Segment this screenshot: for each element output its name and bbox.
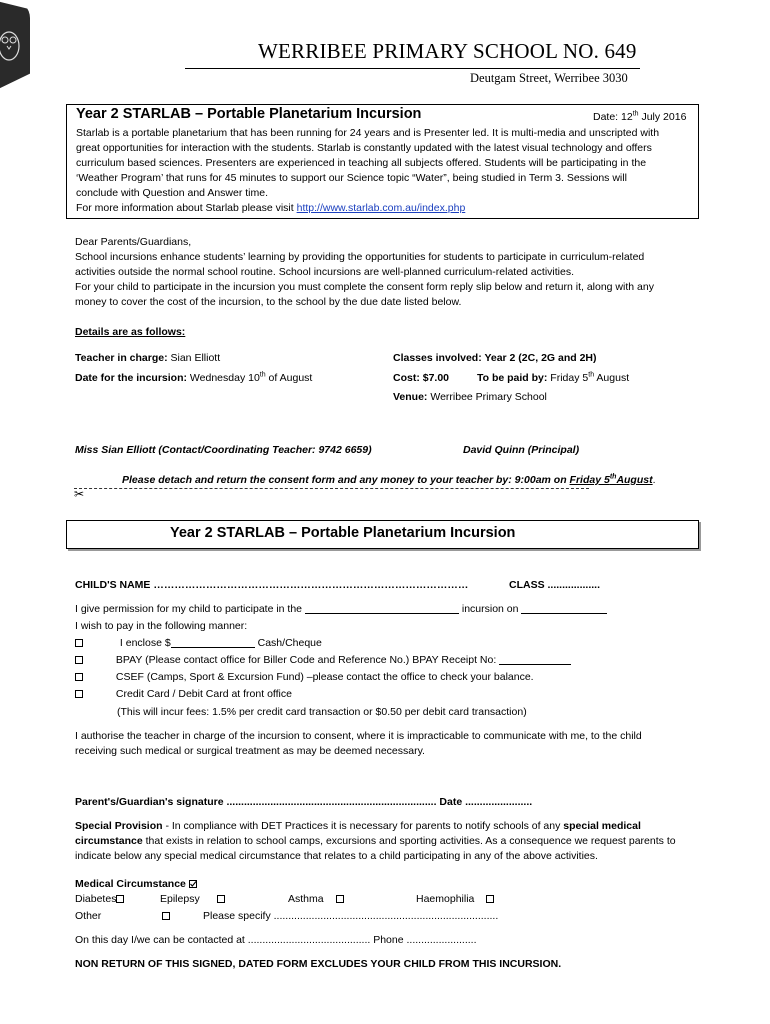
details-heading: Details are as follows: bbox=[75, 326, 186, 338]
info-line: conclude with Question and Answer time. bbox=[76, 187, 269, 199]
letter-line: money to cover the cost of the incursion, to the school by the due date listed below. bbox=[75, 296, 462, 308]
haemophilia-checkbox[interactable] bbox=[486, 895, 494, 903]
pay-option-enclose: I enclose $ Cash/Cheque bbox=[75, 636, 322, 651]
info-line: Starlab is a portable planetarium that has been running for 24 years and is Presenter led. It is multi-media and unscripted with bbox=[76, 127, 660, 139]
scissors-icon: ✂ bbox=[74, 487, 85, 501]
info-title: Year 2 STARLAB – Portable Planetarium Incursion bbox=[76, 106, 422, 122]
info-more-line: For more information about Starlab please visit http://www.starlab.com.au/index.php bbox=[76, 202, 466, 214]
principal-signature: David Quinn (Principal) bbox=[463, 444, 580, 456]
info-description bbox=[76, 126, 691, 216]
starlab-link[interactable]: http://www.starlab.com.au/index.php bbox=[296, 202, 466, 214]
incursion-date: Date for the incursion: Wednesday 10th of August bbox=[75, 371, 313, 384]
enclose-checkbox[interactable] bbox=[75, 639, 83, 647]
pay-option-credit: Credit Card / Debit Card at front office bbox=[75, 687, 292, 702]
asthma-checkbox[interactable] bbox=[336, 895, 344, 903]
letter-line: School incursions enhance students’ learning by providing the opportunities for students to participate in curriculum-related bbox=[75, 251, 645, 263]
diabetes-checkbox[interactable] bbox=[116, 895, 124, 903]
asthma-option: Asthma bbox=[288, 892, 344, 907]
card-fees-note: (This will incur fees: 1.5% per credit card transaction or $0.50 per debit card transaction) bbox=[117, 706, 527, 718]
epilepsy-option: Epilepsy bbox=[160, 892, 225, 907]
non-return-warning: NON RETURN OF THIS SIGNED, DATED FORM EXCLUDES YOUR CHILD FROM THIS INCURSION. bbox=[75, 958, 562, 970]
venue: Venue: Werribee Primary School bbox=[393, 391, 547, 403]
medical-circumstance-checkbox[interactable] bbox=[189, 880, 197, 888]
letter-body bbox=[75, 235, 700, 310]
incursion-name-field[interactable] bbox=[305, 603, 459, 614]
bpay-receipt-field[interactable] bbox=[499, 654, 571, 665]
owl-icon bbox=[0, 24, 22, 64]
haemophilia-option: Haemophilia bbox=[416, 892, 494, 907]
header-divider bbox=[185, 68, 640, 69]
class-field[interactable]: CLASS .................. bbox=[509, 579, 601, 591]
child-name-field[interactable]: CHILD'S NAME ……………………………………………………………………………… bbox=[75, 579, 469, 591]
form-title: Year 2 STARLAB – Portable Planetarium Incursion bbox=[170, 525, 516, 541]
teacher-in-charge: Teacher in charge: Sian Elliott bbox=[75, 352, 221, 364]
medical-circumstance-heading: Medical Circumstance bbox=[75, 877, 197, 892]
cost: Cost: $7.00 bbox=[393, 372, 450, 384]
school-name: WERRIBEE PRIMARY SCHOOL NO. 649 bbox=[258, 39, 637, 63]
bpay-checkbox[interactable] bbox=[75, 656, 83, 664]
epilepsy-checkbox[interactable] bbox=[217, 895, 225, 903]
check-icon bbox=[189, 880, 197, 888]
letter-line: activities outside the normal school routine. School incursions are well-planned curriculum-related activities. bbox=[75, 266, 574, 278]
parent-signature-field[interactable]: Parent's/Guardian's signature ........................................................................ Date ....................... bbox=[75, 796, 533, 808]
detach-instruction: Please detach and return the consent form and any money to your teacher by: 9:00am on Friday 5thAugust. bbox=[122, 473, 656, 486]
cut-line bbox=[74, 488, 589, 500]
classes-involved: Classes involved: Year 2 (2C, 2G and 2H) bbox=[393, 352, 597, 364]
incursion-date-field[interactable] bbox=[521, 603, 607, 614]
csef-checkbox[interactable] bbox=[75, 673, 83, 681]
info-line: ‘Weather Program’ that runs for 45 minutes to support our Science topic “Water”, being studied in Term 3. Sessions will bbox=[76, 172, 627, 184]
info-line: great opportunities for interaction with the students. Starlab is constantly updated with the latest visual technology and offers bbox=[76, 142, 652, 154]
info-date: Date: 12th July 2016 bbox=[593, 110, 687, 123]
teacher-signature: Miss Sian Elliott (Contact/Coordinating Teacher: 9742 6659) bbox=[75, 444, 372, 456]
info-line: curriculum based sciences. Presenters are experienced in teaching all subjects offered. Students will be participating in the bbox=[76, 157, 647, 169]
other-checkbox[interactable] bbox=[162, 912, 170, 920]
payment-due: To be paid by: Friday 5th August bbox=[477, 371, 630, 384]
diabetes-option: Diabetes bbox=[75, 892, 124, 907]
authorise-text: I authorise the teacher in charge of the incursion to consent, where it is impracticable to communicate with me, to the child receiving such medical or surgical treatment as may be deemed necessary. bbox=[75, 730, 642, 757]
school-address: Deutgam Street, Werribee 3030 bbox=[470, 71, 628, 85]
letter-line: For your child to participate in the incursion you must complete the consent form reply slip below and return it, along with any bbox=[75, 281, 654, 293]
letter-greeting: Dear Parents/Guardians, bbox=[75, 236, 192, 248]
other-checkbox-wrap bbox=[162, 909, 170, 924]
pay-option-csef: CSEF (Camps, Sport & Excursion Fund) –please contact the office to check your balance. bbox=[75, 670, 534, 685]
special-provision: Special Provision - In compliance with DET Practices it is necessary for parents to notify schools of any special medical circumstance that exists in relation to school camps, excursions and sporting activities. As a consequence we request parents to indicate below any special medical circumstance that relates to a child participating in any of the above activities. bbox=[75, 820, 676, 862]
pay-option-bpay: BPAY (Please contact office for Biller Code and Reference No.) BPAY Receipt No: bbox=[75, 653, 571, 668]
school-logo bbox=[0, 0, 30, 92]
permission-line: I give permission for my child to participate in the incursion on bbox=[75, 602, 607, 617]
pay-intro: I wish to pay in the following manner: bbox=[75, 620, 248, 632]
credit-card-checkbox[interactable] bbox=[75, 690, 83, 698]
please-specify-field[interactable]: Please specify ............................................................................. bbox=[203, 910, 499, 922]
amount-field[interactable] bbox=[171, 637, 255, 648]
other-option: Other bbox=[75, 910, 102, 922]
contact-field[interactable]: On this day I/we can be contacted at .......................................... Phone ........................ bbox=[75, 934, 477, 946]
